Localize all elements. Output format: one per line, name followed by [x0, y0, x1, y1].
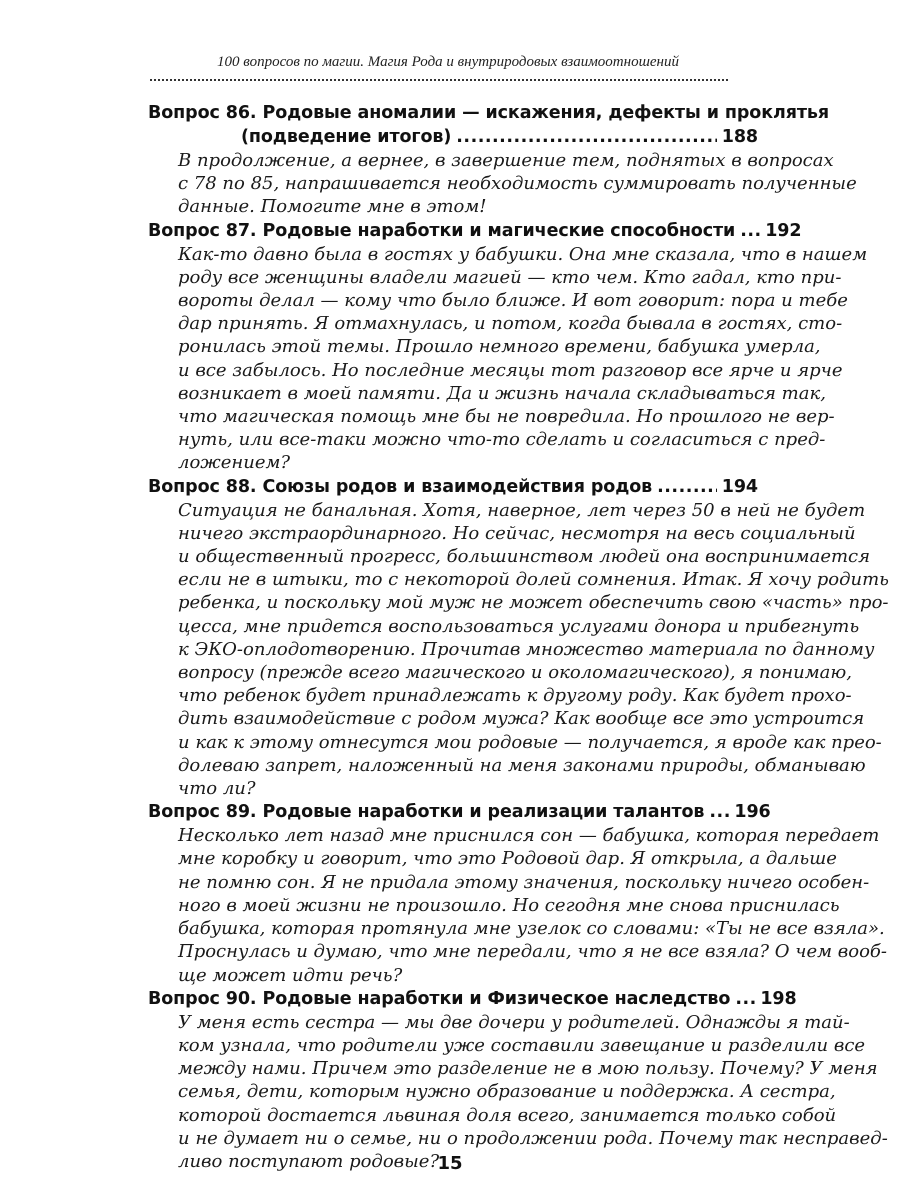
toc-entry-title[interactable]: [148, 219, 802, 243]
table-of-contents: [148, 101, 889, 1173]
text-line: что ребенок будет принадлежать к другому роду. Как будет прохо-: [178, 685, 852, 707]
question-text: [178, 243, 868, 475]
dot-leader: [709, 800, 729, 824]
text-line: вороты делал — кому что было ближе. И вот говорит: пора и тебе: [178, 290, 848, 312]
text-line: семья, дети, которым нужно образование и поддержка. А сестра,: [178, 1081, 836, 1103]
toc-entry-86: [148, 101, 857, 219]
text-line: между нами. Причем это разделение не в мою пользу. Почему? У меня: [178, 1058, 878, 1080]
toc-entry-90: [148, 987, 888, 1173]
toc-entry-title-text: Вопрос 87. Родовые наработки и магические способности: [148, 220, 736, 241]
text-line: В продолжение, а вернее, в завершение тем, поднятых в вопросах: [178, 150, 834, 171]
running-head: 100 вопросов по магии. Магия Рода и внутриродовых взаимоотношений: [217, 54, 679, 70]
text-line: и как к этому отнесутся мои родовые — получается, я вроде как прео-: [178, 731, 882, 753]
text-line: цесса, мне придется воспользоваться услугами донора и прибегнуть: [178, 615, 860, 637]
toc-entry-title-text: Вопрос 88. Союзы родов и взаимодействия родов: [148, 476, 653, 497]
text-line: ложением?: [178, 452, 291, 474]
text-line: ребенка, и поскольку мой муж не может обеспечить свою «часть» про-: [178, 592, 889, 614]
text-line: ного в моей жизни не произошло. Но сегодня мне снова приснилась: [178, 894, 840, 916]
toc-entry-title-continuation[interactable]: [148, 125, 758, 149]
text-line: и все забылось. Но последние месяцы тот разговор все ярче и ярче: [178, 359, 843, 381]
dot-leader: [657, 475, 717, 499]
text-line: Проснулась и думаю, что мне передали, что я не все взяла? О чем вооб-: [178, 941, 887, 963]
text-line: ливо поступают родовые?: [178, 1150, 440, 1172]
text-line: ронилась этой темы. Прошло немного времени, бабушка умерла,: [178, 336, 821, 358]
text-line: нуть, или все-таки можно что-то сделать и согласиться с пред-: [178, 429, 826, 451]
toc-page-number: 192: [765, 220, 802, 241]
toc-entry-title-text: Вопрос 90. Родовые наработки и Физическое наследство: [148, 988, 731, 1009]
question-text: [178, 149, 857, 219]
text-line: не помню сон. Я не придала этому значения, поскольку ничего особен-: [178, 871, 870, 893]
toc-entry-87: [148, 219, 868, 475]
text-line: бабушка, которая протянула мне узелок со словами: «Ты не все взяла».: [178, 918, 885, 940]
toc-entry-title[interactable]: [148, 475, 758, 499]
text-line: Ситуация не банальная. Хотя, наверное, лет через 50 в ней не будет: [178, 499, 866, 521]
toc-entry-title[interactable]: [148, 987, 797, 1011]
text-line: если не в штыки, то с некоторой долей сомнения. Итак. Я хочу родить: [178, 569, 889, 591]
text-line: мне коробку и говорит, что это Родовой дар. Я открыла, а дальше: [178, 848, 837, 870]
text-line: которой достается львиная доля всего, занимается только собой: [178, 1104, 837, 1126]
toc-entry-title-text: Вопрос 89. Родовые наработки и реализации талантов: [148, 802, 705, 823]
text-line: вопросу (прежде всего магического и околомагического), я понимаю,: [178, 662, 852, 684]
header-dotted-rule: [150, 79, 728, 81]
toc-page-number: 198: [760, 988, 797, 1009]
text-line: данные. Помогите мне в этом!: [178, 196, 487, 218]
toc-page-number: 196: [734, 802, 771, 823]
text-line: ком узнала, что родители уже составили завещание и разделили все: [178, 1034, 866, 1056]
dot-leader: [740, 219, 760, 243]
text-line: У меня есть сестра — мы две дочери у родителей. Однажды я тай-: [178, 1011, 850, 1033]
question-text: [178, 1011, 888, 1173]
text-line: и не думает ни о семье, ни о продолжении рода. Почему так несправед-: [178, 1127, 888, 1149]
toc-page-number: 194: [721, 476, 758, 497]
text-line: Несколько лет назад мне приснился сон — бабушка, которая передает: [178, 825, 880, 847]
page-number: 15: [437, 1153, 463, 1174]
text-line: долеваю запрет, наложенный на меня законами природы, обманываю: [178, 754, 866, 776]
text-line: что ли?: [178, 778, 256, 800]
toc-page-number: 188: [721, 127, 758, 147]
dot-leader: [456, 125, 716, 149]
toc-entry-89: [148, 800, 887, 986]
text-line: ничего экстраординарного. Но сейчас, несмотря на весь социальный: [178, 522, 856, 544]
question-text: [178, 824, 887, 986]
toc-entry-title[interactable]: [148, 800, 771, 824]
text-line: возникает в моей памяти. Да и жизнь начала складываться так,: [178, 382, 826, 404]
text-line: дар принять. Я отмахнулась, и потом, когда бывала в гостях, сто-: [178, 313, 843, 335]
toc-entry-title[interactable]: [148, 101, 829, 125]
text-line: к ЭКО-оплодотворению. Прочитав множество материала по данному: [178, 638, 875, 660]
text-line: что магическая помощь мне бы не повредила. Но прошлого не вер-: [178, 406, 835, 428]
text-line: и общественный прогресс, большинством людей она воспринимается: [178, 546, 871, 568]
toc-entry-title-text: Вопрос 86. Родовые аномалии — искажения, дефекты и проклятья: [148, 103, 829, 123]
toc-entry-88: [148, 475, 889, 801]
text-line: с 78 по 85, напрашивается необходимость суммировать полученные: [178, 173, 857, 195]
toc-entry-title-text: (подведение итогов): [241, 127, 452, 147]
text-line: роду все женщины владели магией — кто чем. Кто гадал, кто при-: [178, 266, 842, 288]
text-line: ще может идти речь?: [178, 964, 403, 986]
text-line: Как-то давно была в гостях у бабушки. Она мне сказала, что в нашем: [178, 243, 868, 265]
question-text: [178, 499, 889, 801]
dot-leader: [735, 987, 755, 1011]
text-line: дить взаимодействие с родом мужа? Как вообще все это устроится: [178, 708, 865, 730]
